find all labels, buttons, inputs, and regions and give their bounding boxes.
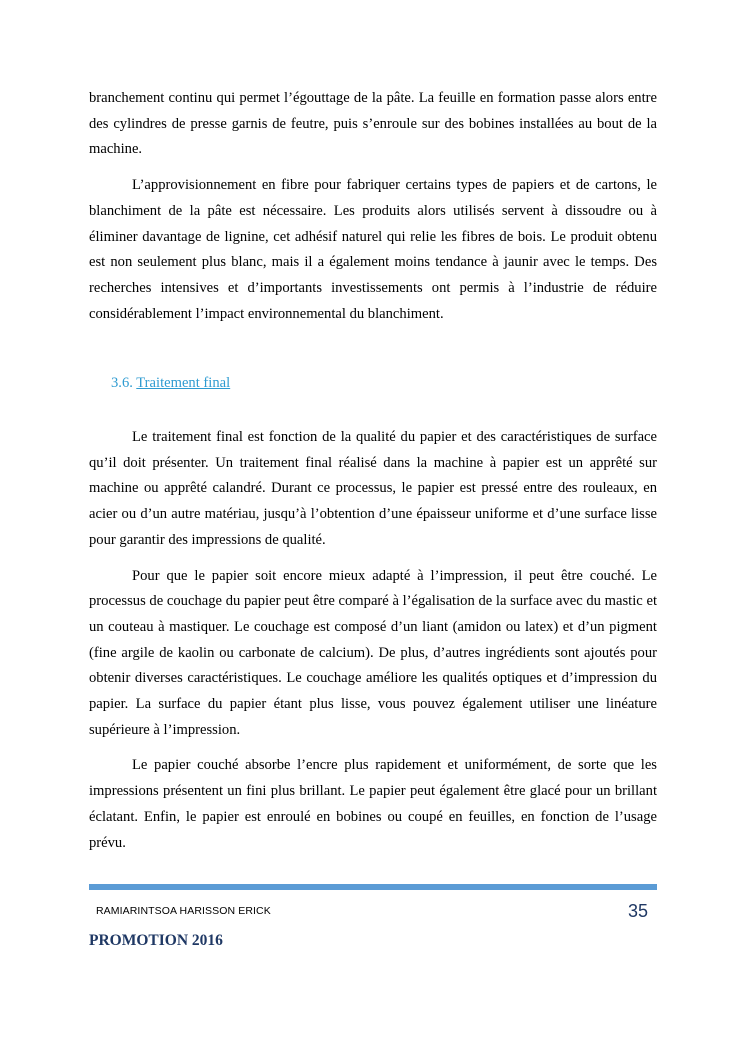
paragraph: Le traitement final est fonction de la qualité du papier et des caractéristiques de surface qu’il doit présenter. Un traitement final réalisé dans la machine à papier est un apprêté sur machine ou apprêté calandré. Durant ce processus, le papier est pressé entre des rouleaux, en acier ou d’un autre matériau, jusqu’à l’obtention d’une épaisseur uniforme et d’une surface lisse pour garantir des impressions de qualité.: [89, 429, 657, 548]
paragraph: branchement continu qui permet l’égouttage de la pâte. La feuille en formation passe alors entre des cylindres de presse garnis de feutre, puis s’enroule sur des bobines installées au bout de la machine.: [89, 90, 657, 158]
footer-promotion: PROMOTION 2016: [89, 932, 223, 949]
page-body-top: [89, 86, 657, 337]
paragraph: Pour que le papier soit encore mieux adapté à l’impression, il peut être couché. Le processus de couchage du papier peut être comparé à l’égalisation de la surface avec du mastic et un couteau à mastiquer. Le couchage est composé d’un liant (amidon ou latex) et d’un pigment (fine argile de kaolin ou carbonate de calcium). De plus, d’autres ingrédients sont ajoutés pour obtenir diverses caractéristiques. Le couchage améliore les qualités optiques et d’impression du papier. La surface du papier étant plus lisse, vous pouvez également utiliser une linéature supérieure à l’impression.: [89, 567, 657, 738]
paragraph: L’approvisionnement en fibre pour fabriquer certains types de papiers et de cartons, le blanchiment de la pâte est nécessaire. Les produits alors utilisés servent à dissoudre ou à éliminer davantage de lignine, cet adhésif naturel qui relie les fibres de bois. Le produit obtenu est non seulement plus blanc, mais il a également moins tendance à jaunir avec le temps. Des recherches intensives et d’importants investissements ont permis à l’industrie de réduire considérablement l’impact environnemental du blanchiment.: [89, 177, 657, 322]
page-body-bottom: [89, 425, 657, 866]
section-number: 3.6.: [111, 375, 133, 391]
footer-author: RAMIARINTSOA HARISSON ERICK: [96, 905, 271, 917]
section-heading: [111, 372, 230, 394]
page-number: 35: [627, 901, 648, 921]
paragraph: Le papier couché absorbe l’encre plus rapidement et uniformément, de sorte que les impressions présentent un fini plus brillant. Le papier peut également être glacé pour un brillant éclatant. Enfin, le papier est enroulé en bobines ou coupé en feuilles, en fonction de l’usage prévu.: [89, 757, 657, 851]
footer-divider: [89, 884, 657, 890]
section-title-link[interactable]: Traitement final: [136, 375, 231, 391]
